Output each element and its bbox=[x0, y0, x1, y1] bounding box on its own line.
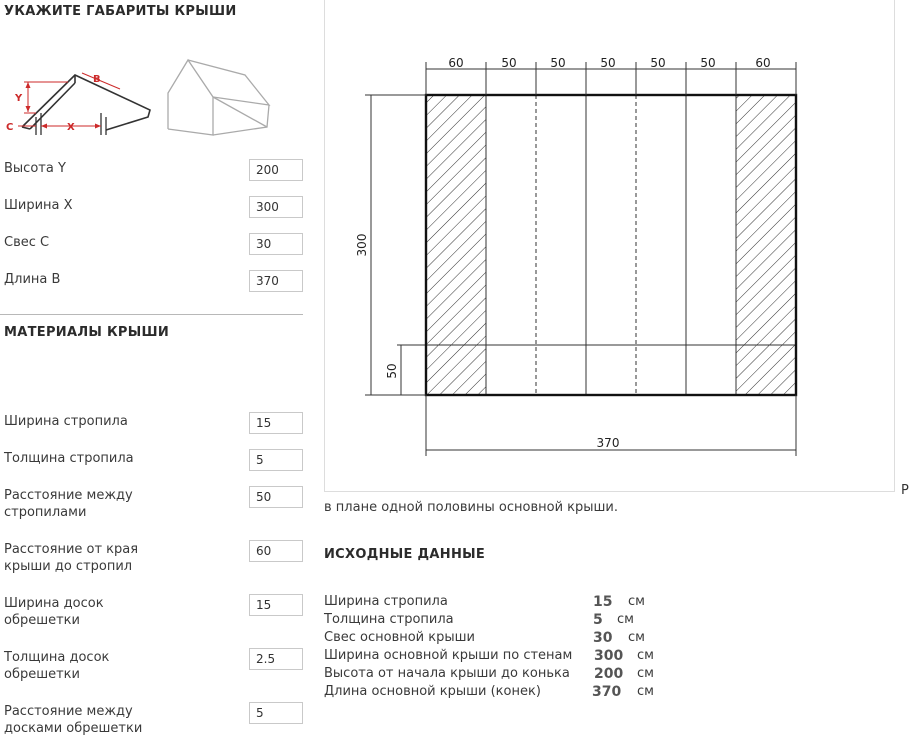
source-data-title: ИСХОДНЫЕ ДАННЫЕ bbox=[324, 547, 486, 562]
source-row-value: 15 bbox=[593, 594, 613, 610]
overhang-c-input[interactable] bbox=[249, 233, 303, 255]
dim-top-6: 50 bbox=[700, 56, 716, 70]
length-b-input[interactable] bbox=[249, 270, 303, 292]
source-row-unit: см bbox=[637, 684, 654, 699]
section-divider bbox=[0, 314, 303, 315]
label-edge-to-rafter: Расстояние от края крыши до стропил bbox=[4, 542, 139, 574]
source-row bbox=[324, 593, 744, 611]
source-row bbox=[324, 683, 744, 701]
source-row-unit: см bbox=[628, 630, 645, 645]
source-row bbox=[324, 647, 744, 665]
rafter-width-input[interactable] bbox=[249, 412, 303, 434]
batten-width-input[interactable] bbox=[249, 594, 303, 616]
label-width-x: Ширина X bbox=[4, 198, 73, 213]
label-overhang-c: Свес C bbox=[4, 235, 50, 250]
source-row-value: 200 bbox=[594, 666, 624, 682]
dim-top-4: 50 bbox=[600, 56, 616, 70]
house-3d-icon bbox=[163, 55, 273, 140]
source-row-label: Свес основной крыши bbox=[324, 630, 475, 645]
clipped-text: Р bbox=[901, 483, 909, 498]
source-row bbox=[324, 611, 744, 629]
source-row-unit: см bbox=[637, 666, 654, 681]
source-row-value: 370 bbox=[592, 684, 622, 700]
label-length-b: Длина B bbox=[4, 272, 61, 287]
left-panel bbox=[0, 0, 310, 735]
source-row bbox=[324, 629, 744, 647]
rafter-thickness-input[interactable] bbox=[249, 449, 303, 471]
label-height-y: Высота Y bbox=[4, 161, 66, 176]
source-row-unit: см bbox=[637, 648, 654, 663]
batten-spacing-input[interactable] bbox=[249, 702, 303, 724]
dim-top-1: 60 bbox=[448, 56, 464, 70]
label-batten-width: Ширина досок обрешетки bbox=[4, 596, 104, 628]
dim-left-300: 300 bbox=[355, 233, 369, 257]
drawing-border-bottom bbox=[324, 491, 895, 492]
diagram-label-b: B bbox=[93, 74, 101, 85]
dim-top-5: 50 bbox=[650, 56, 666, 70]
edge-to-rafter-input[interactable] bbox=[249, 540, 303, 562]
label-rafter-spacing: Расстояние между стропилами bbox=[4, 488, 133, 520]
source-row-label: Ширина стропила bbox=[324, 594, 448, 609]
drawing-border-right bbox=[894, 0, 895, 492]
source-row-value: 300 bbox=[594, 648, 624, 664]
diagram-label-c: C bbox=[6, 122, 14, 133]
roof-plan-drawing bbox=[325, 0, 894, 490]
dim-bottom-370: 370 bbox=[596, 436, 620, 450]
label-rafter-thickness: Толщина стропила bbox=[4, 451, 134, 466]
batten-thickness-input[interactable] bbox=[249, 648, 303, 670]
source-row bbox=[324, 665, 744, 683]
diagram-label-x: X bbox=[67, 122, 75, 133]
label-batten-thickness: Толщина досок обрешетки bbox=[4, 650, 110, 682]
source-row-label: Ширина основной крыши по стенам bbox=[324, 648, 573, 663]
label-rafter-width: Ширина стропила bbox=[4, 414, 128, 429]
label-batten-spacing: Расстояние между досками обрешетки bbox=[4, 704, 143, 736]
source-row-label: Высота от начала крыши до конька bbox=[324, 666, 570, 681]
source-row-value: 30 bbox=[593, 630, 613, 646]
plan-caption: в плане одной половины основной крыши. bbox=[324, 500, 618, 515]
source-row-label: Длина основной крыши (конек) bbox=[324, 684, 541, 699]
roof-section-diagram bbox=[0, 55, 160, 140]
height-y-input[interactable] bbox=[249, 159, 303, 181]
dim-top-3: 50 bbox=[550, 56, 566, 70]
rafter-spacing-input[interactable] bbox=[249, 486, 303, 508]
materials-title: МАТЕРИАЛЫ КРЫШИ bbox=[4, 325, 170, 340]
dim-left-50: 50 bbox=[385, 363, 399, 379]
diagram-label-y: Y bbox=[15, 93, 23, 104]
source-row-value: 5 bbox=[593, 612, 603, 628]
width-x-input[interactable] bbox=[249, 196, 303, 218]
source-row-unit: см bbox=[617, 612, 634, 627]
dimensions-title: УКАЖИТЕ ГАБАРИТЫ КРЫШИ bbox=[4, 4, 237, 19]
dim-top-2: 50 bbox=[501, 56, 517, 70]
dim-top-7: 60 bbox=[755, 56, 771, 70]
source-row-unit: см bbox=[628, 594, 645, 609]
source-row-label: Толщина стропила bbox=[324, 612, 454, 627]
